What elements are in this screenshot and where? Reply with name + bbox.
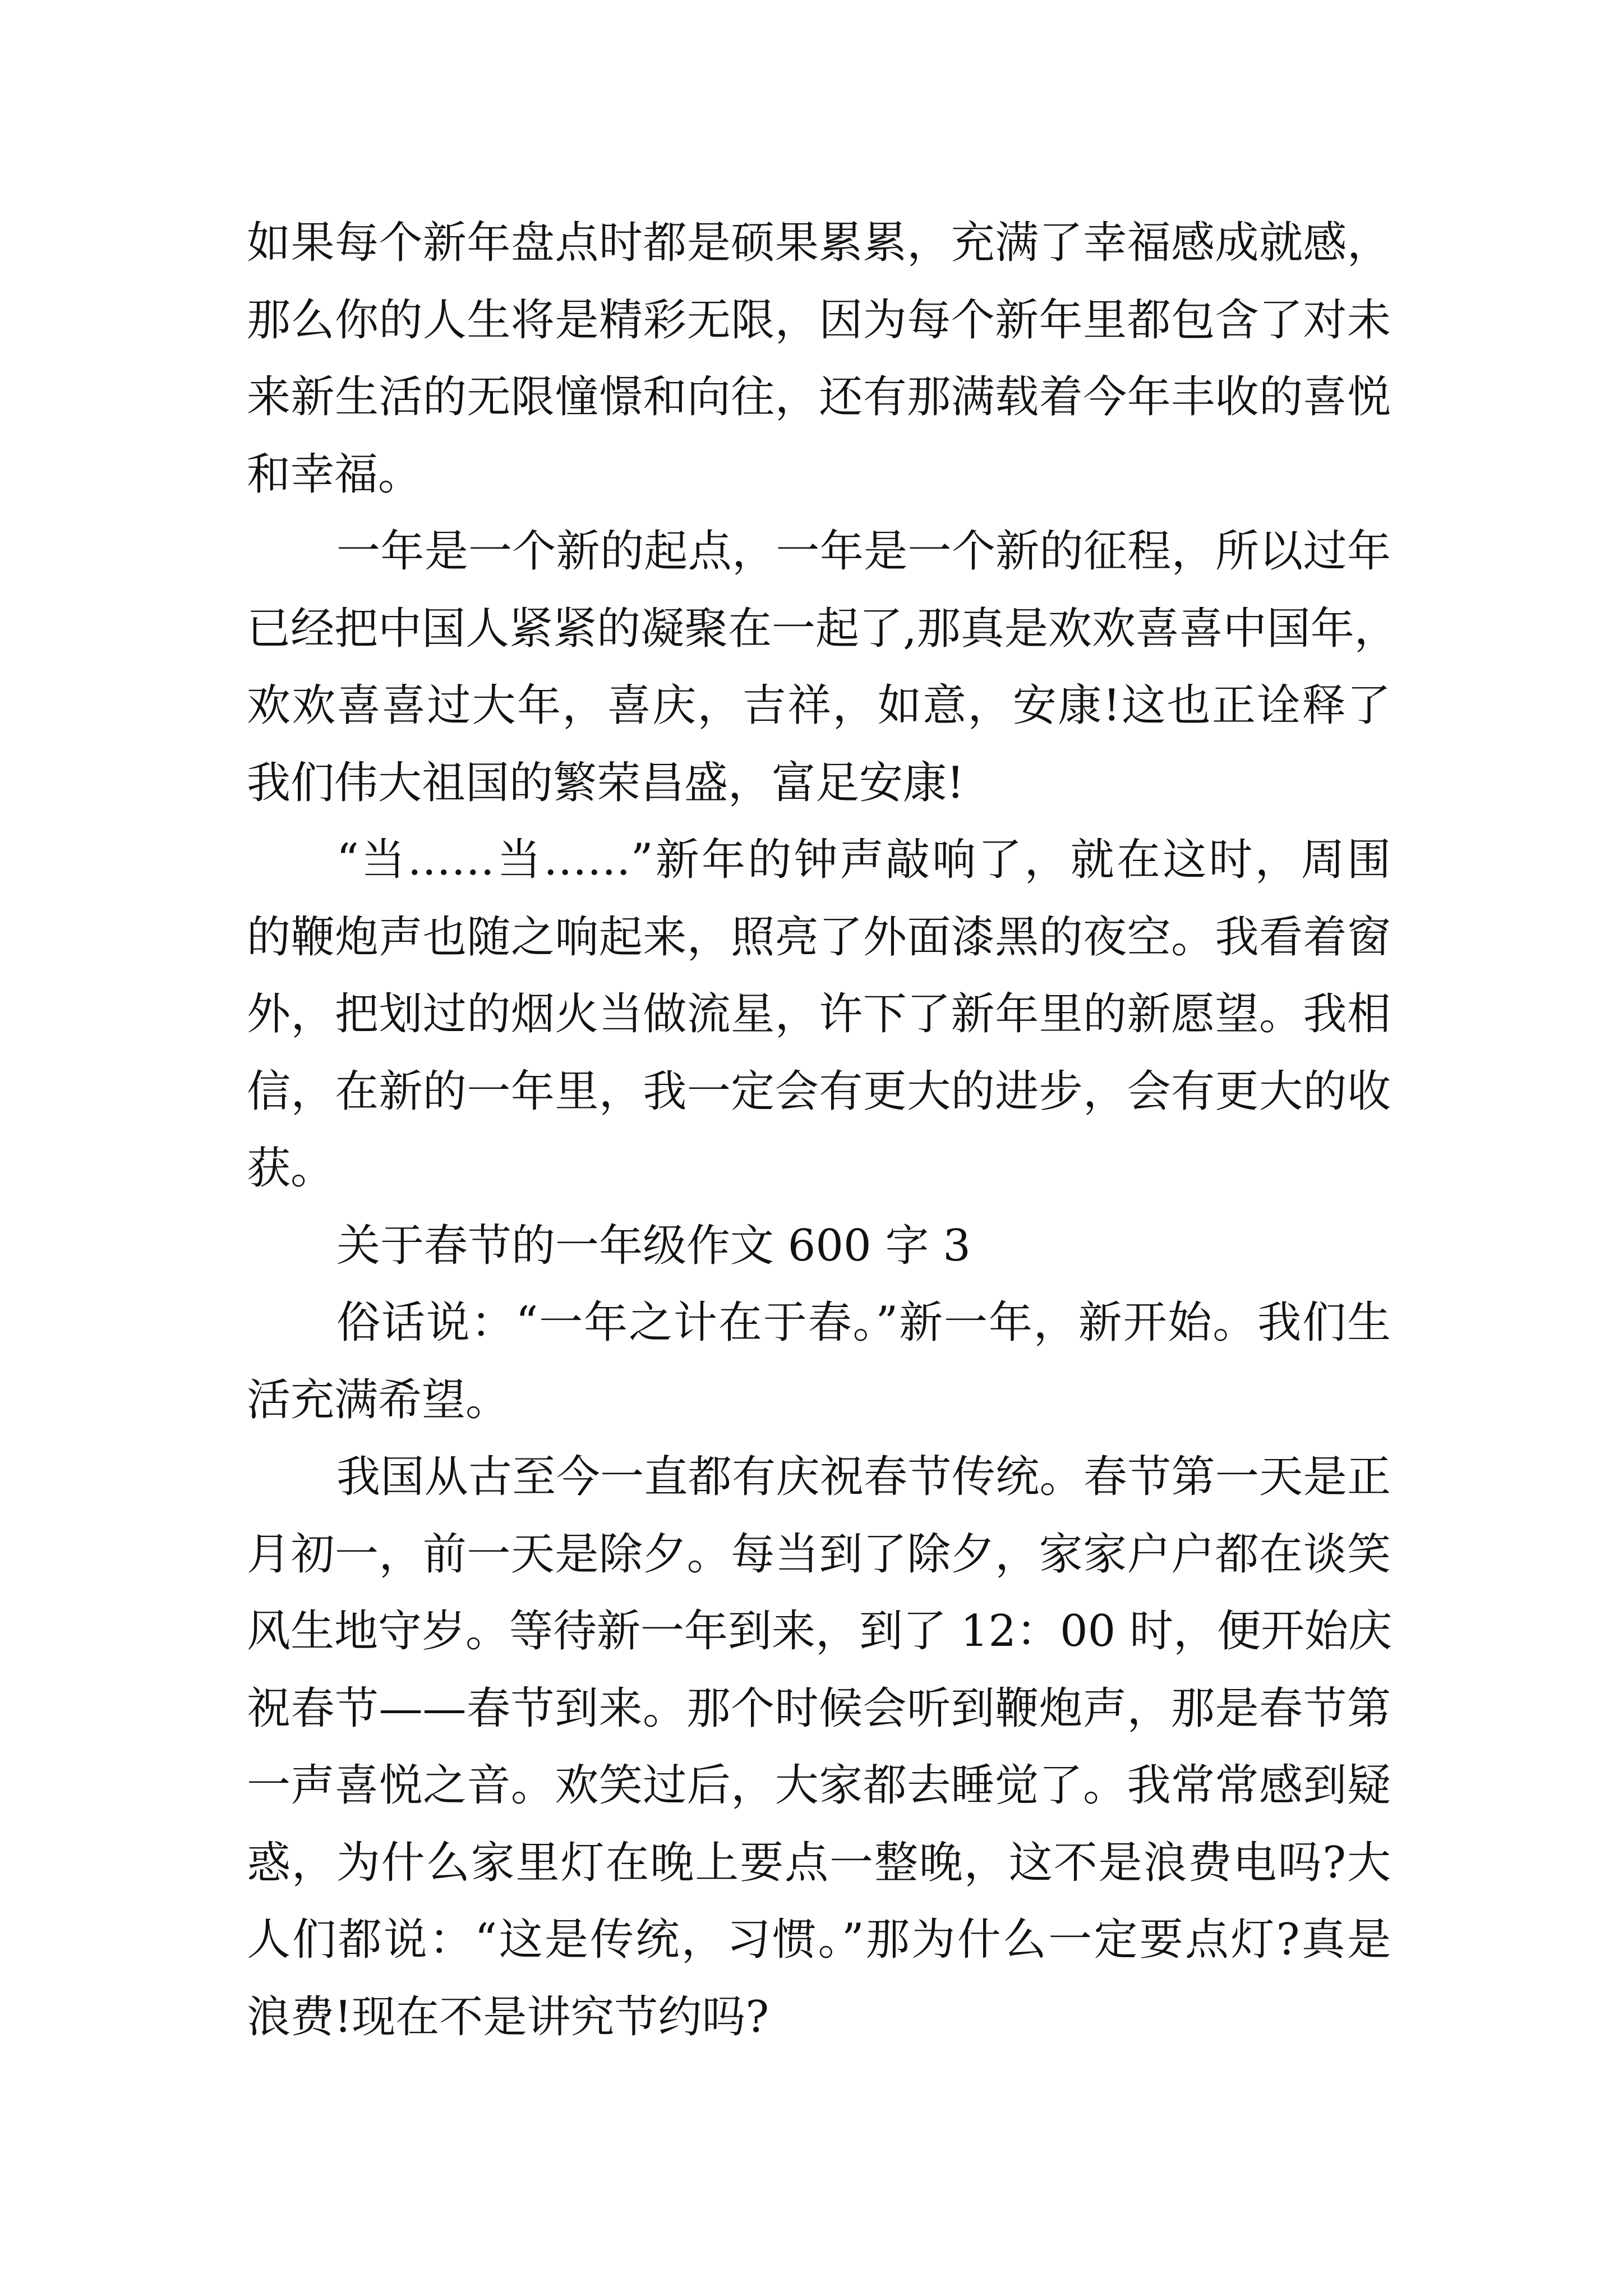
text-line: 的鞭炮声也随之响起来，照亮了外面漆黑的夜空。我看着窗 <box>247 912 1391 963</box>
text-line: 如果每个新年盘点时都是硕果累累，充满了幸福感成就感， <box>247 218 1391 268</box>
paragraph <box>247 205 1391 513</box>
paragraph <box>247 1285 1391 1439</box>
text-line: 人们都说：“这是传统，习惯。”那为什么一定要点灯?真是 <box>247 1915 1391 1965</box>
document-body <box>247 205 1398 2056</box>
text-line: 来新生活的无限憧憬和向往，还有那满载着今年丰收的喜悦 <box>247 372 1391 422</box>
text-line: 一声喜悦之音。欢笑过后，大家都去睡觉了。我常常感到疑 <box>247 1760 1391 1811</box>
text-line: 惑，为什么家里灯在晚上要点一整晚，这不是浪费电吗?大 <box>247 1837 1391 1888</box>
text-line: 外，把划过的烟火当做流星，许下了新年里的新愿望。我相 <box>247 989 1391 1039</box>
text-line: “当……当……”新年的钟声敲响了，就在这时，周围 <box>336 835 1391 885</box>
paragraph <box>247 822 1391 1208</box>
text-line: 我国从古至今一直都有庆祝春节传统。春节第一天是正 <box>336 1452 1391 1502</box>
heading-line: 关于春节的一年级作文 600 字 3 <box>336 1220 971 1271</box>
text-line: 欢欢喜喜过大年，喜庆，吉祥，如意，安康!这也正诠释了 <box>247 680 1391 731</box>
paragraph <box>247 513 1398 822</box>
text-line: 祝春节——春节到来。那个时候会听到鞭炮声，那是春节第 <box>247 1683 1391 1734</box>
text-line: 月初一，前一天是除夕。每当到了除夕，家家户户都在谈笑 <box>247 1529 1391 1580</box>
section-heading <box>247 1208 1391 1285</box>
text-line: 一年是一个新的起点，一年是一个新的征程，所以过年 <box>336 526 1391 577</box>
text-line: 已经把中国人紧紧的凝聚在一起了,那真是欢欢喜喜中国年， <box>247 603 1398 654</box>
text-line: 活充满希望。 <box>247 1374 510 1425</box>
text-line: 和幸福。 <box>247 449 422 500</box>
text-line: 我们伟大祖国的繁荣昌盛，富足安康! <box>247 757 965 808</box>
text-line: 获。 <box>247 1143 335 1194</box>
text-line: 信，在新的一年里，我一定会有更大的进步，会有更大的收 <box>247 1066 1391 1117</box>
text-line: 俗话说：“一年之计在于春。”新一年，新开始。我们生 <box>336 1297 1391 1348</box>
text-line: 那么你的人生将是精彩无限，因为每个新年里都包含了对未 <box>247 295 1391 346</box>
text-line: 浪费!现在不是讲究节约吗? <box>247 1991 769 2042</box>
paragraph <box>247 1439 1391 2056</box>
text-line: 风生地守岁。等待新一年到来，到了 12：00 时，便开始庆 <box>247 1606 1393 1657</box>
